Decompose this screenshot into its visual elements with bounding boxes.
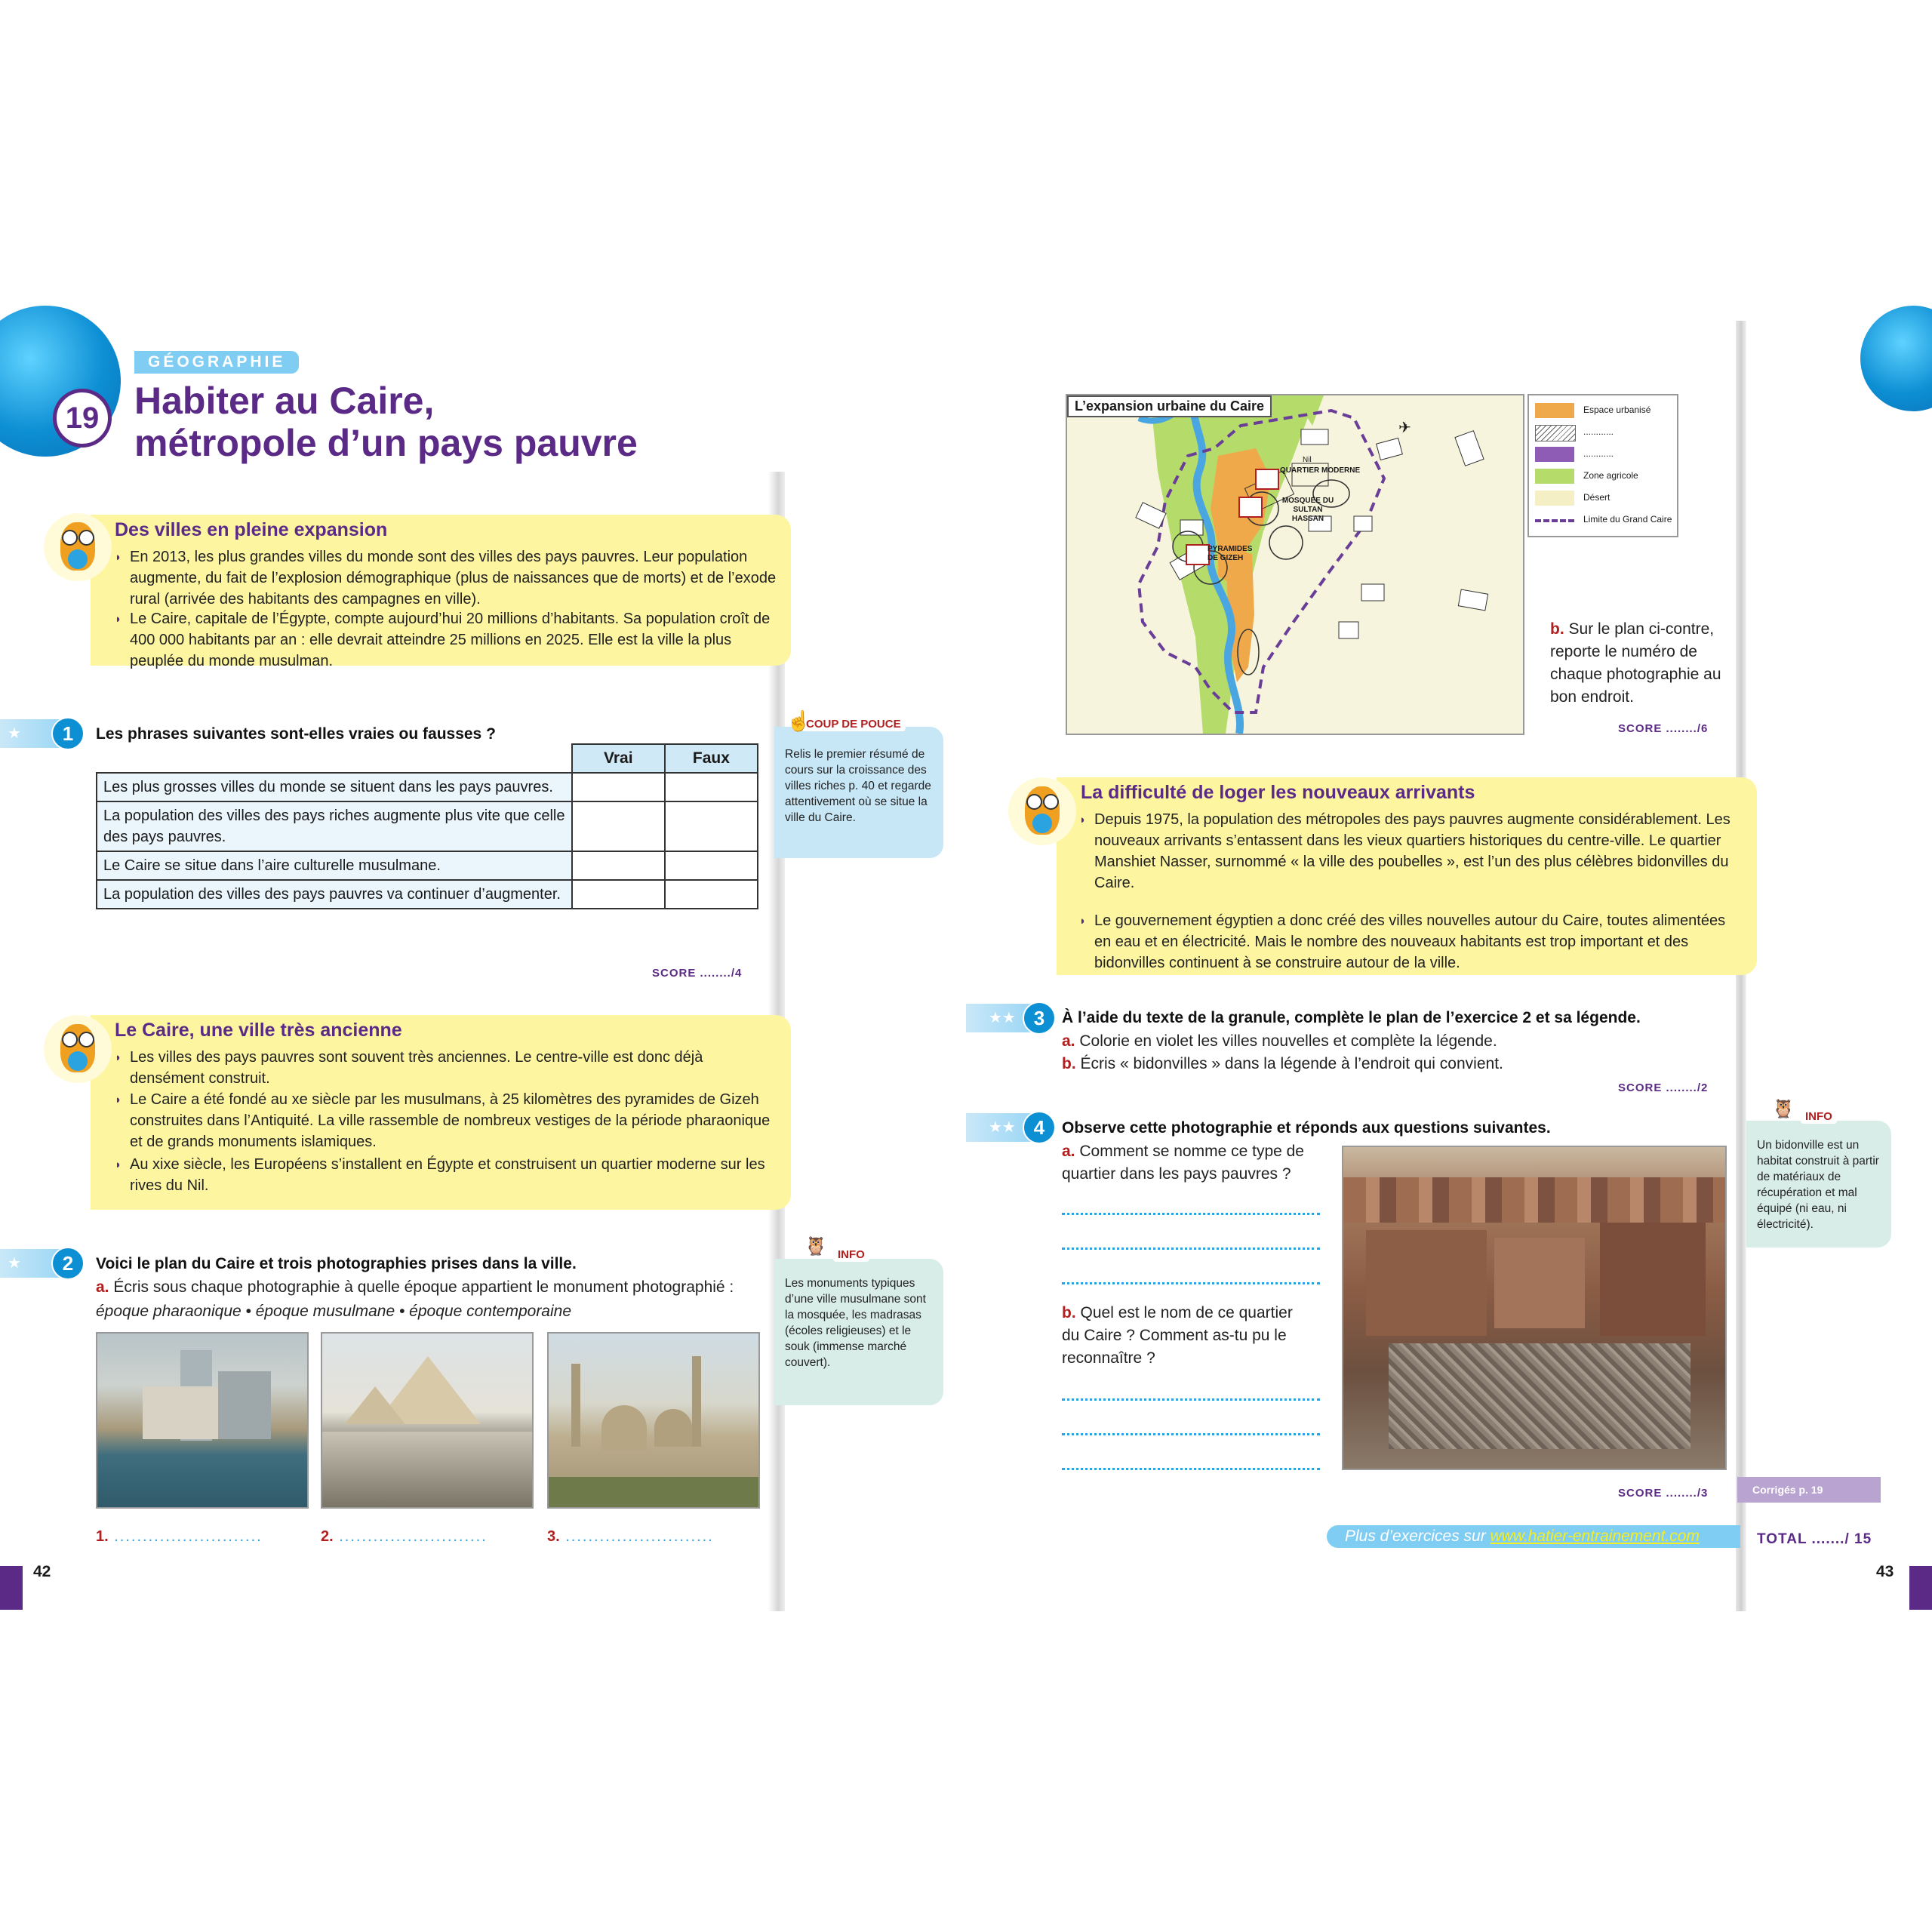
owl-icon: 🦉 xyxy=(804,1236,827,1257)
total-score: TOTAL ......./ 15 xyxy=(1757,1531,1872,1547)
page-tab-left xyxy=(0,1566,23,1610)
photo-answer-3[interactable]: 3. .......................... xyxy=(547,1528,714,1545)
legend-swatch xyxy=(1535,447,1574,462)
answer-line[interactable] xyxy=(1062,1433,1320,1435)
lesson-box-title: Le Caire, une ville très ancienne xyxy=(115,1020,402,1041)
photo-answer-2[interactable]: 2. .......................... xyxy=(321,1528,488,1545)
exercise-instruction: a. Écris sous chaque photographie à quelle époque appartient le monument photographié : xyxy=(96,1278,734,1296)
lesson-box-title: La difficulté de loger les nouveaux arrivants xyxy=(1081,782,1475,803)
lesson-paragraph: ◗ Les villes des pays pauvres sont souvent très anciennes. Le centre-ville est donc déjà densément construit. xyxy=(130,1047,779,1089)
owl-mascot-icon xyxy=(44,1015,112,1083)
lesson-paragraph: ◗ En 2013, les plus grandes villes du monde sont des villes des pays pauvres. Leur population augmente, du fait de l’explosion démographique (plus de naissances que de morts) et de l’exode rural (arrivée des habitants des campagnes en ville). xyxy=(130,546,779,610)
exercise-instruction: b. Quel est le nom de ce quartier du Caire ? Comment as-tu pu le reconnaître ? xyxy=(1062,1304,1293,1367)
corriges-tab[interactable]: Corrigés p. 19 xyxy=(1737,1477,1881,1503)
legend-swatch xyxy=(1535,491,1574,506)
score: SCORE ......../3 xyxy=(1618,1487,1709,1500)
map-legend xyxy=(1527,394,1678,537)
map-label-mosque: MOSQUÉE DU SULTAN HASSAN xyxy=(1281,497,1334,523)
map-label-nile: Nil xyxy=(1303,456,1312,464)
info-tag: INFO xyxy=(1801,1109,1837,1124)
website-link[interactable]: www.hatier-entrainement.com xyxy=(1490,1527,1700,1545)
lesson-paragraph: ◗ Au xixe siècle, les Européens s’installent en Égypte et construisent un quartier moderne sur les rives du Nil. xyxy=(130,1154,779,1196)
lesson-paragraph: ◗ Depuis 1975, la population des métropoles des pays pauvres augmente considérablement. Les nouveaux arrivants s’entassent dans les vieux quartiers historiques du centre-ville. Le quartier Manshiet Nasser, surnommé « la ville des poubelles », est l’un des plus célèbres bidonvilles du Caire. xyxy=(1094,809,1743,894)
statement: Les plus grosses villes du monde se situent dans les pays pauvres. xyxy=(97,773,572,801)
legend-label[interactable]: ............ xyxy=(1583,426,1614,437)
legend-swatch xyxy=(1535,425,1576,441)
legend-swatch xyxy=(1535,469,1574,484)
lesson-paragraph: ◗ Le Caire, capitale de l’Égypte, compte aujourd’hui 20 millions d’habitants. Sa population croît de 400 000 habitants par an : elle devrait atteindre 25 millions en 2025. Elle est la ville la plus peuplée du monde musulman. xyxy=(130,608,779,672)
tip-note xyxy=(774,727,943,858)
lesson-box-title: Des villes en pleine expansion xyxy=(115,519,388,540)
exercise-number: 4 xyxy=(1023,1111,1056,1144)
page-title xyxy=(134,380,638,464)
exercise-instruction: b. Écris « bidonvilles » dans la légende à l’endroit qui convient. xyxy=(1062,1055,1503,1072)
epoch-options: époque pharaonique • époque musulmane • époque contemporaine xyxy=(96,1303,572,1320)
legend-label[interactable]: ............ xyxy=(1583,448,1614,459)
exercise-instruction: a. Colorie en violet les villes nouvelles et complète la légende. xyxy=(1062,1032,1497,1050)
table-row xyxy=(97,801,758,851)
exercise-3-marker xyxy=(966,1004,1053,1032)
answer-cell-true[interactable] xyxy=(572,773,665,801)
answer-line[interactable] xyxy=(1062,1468,1320,1470)
exercise-instruction: a. Comment se nomme ce type de quartier dans les pays pauvres ? xyxy=(1062,1143,1304,1183)
photo-answer-1[interactable]: 1. .......................... xyxy=(96,1528,263,1545)
difficulty-star-icon: ★★ xyxy=(989,1010,1016,1026)
score: SCORE ......../2 xyxy=(1618,1081,1709,1094)
score: SCORE ......../4 xyxy=(652,967,743,980)
exercise-4-marker xyxy=(966,1113,1053,1142)
table-row xyxy=(97,880,758,909)
exercise-number: 2 xyxy=(51,1247,85,1280)
answer-cell-true[interactable] xyxy=(572,851,665,880)
airport-icon: ✈ xyxy=(1398,420,1411,436)
exercise-number: 1 xyxy=(51,717,85,750)
answer-line[interactable] xyxy=(1062,1398,1320,1401)
difficulty-star-icon: ★★ xyxy=(989,1119,1016,1136)
answer-cell-false[interactable] xyxy=(665,880,758,909)
exercise-question: Les phrases suivantes sont-elles vraies ou fausses ? xyxy=(96,725,496,743)
owl-icon: 🦉 xyxy=(1772,1099,1795,1119)
table-row xyxy=(97,851,758,880)
map-label-modern-quarter: QUARTIER MODERNE xyxy=(1280,466,1361,475)
cairo-map xyxy=(1066,394,1524,735)
statement: Le Caire se situe dans l’aire culturelle musulmane. xyxy=(97,851,572,880)
legend-swatch xyxy=(1535,403,1574,418)
owl-mascot-icon xyxy=(1008,777,1076,845)
photo-pyramids xyxy=(321,1332,534,1509)
lesson-paragraph: ◗ Le Caire a été fondé au xe siècle par les musulmans, à 25 kilomètres des pyramides de Gizeh construites dans l’Antiquité. La ville rassemble de nombreux vestiges de la période pharaonique et de grands monuments islamiques. xyxy=(130,1089,779,1152)
photo-slum xyxy=(1342,1146,1727,1470)
answer-cell-true[interactable] xyxy=(572,801,665,851)
book-spread xyxy=(0,321,1932,1611)
answer-line[interactable] xyxy=(1062,1282,1320,1284)
info-note xyxy=(774,1259,943,1405)
exercise-question: Observe cette photographie et réponds aux questions suivantes. xyxy=(1062,1119,1551,1137)
page-number-left: 42 xyxy=(33,1563,51,1580)
lesson-box-2 xyxy=(91,1015,791,1210)
exercise-2-marker xyxy=(0,1249,82,1278)
info-tag: INFO xyxy=(833,1247,869,1262)
answer-cell-false[interactable] xyxy=(665,851,758,880)
photo-mosque xyxy=(547,1332,760,1509)
legend-label: Zone agricole xyxy=(1583,470,1638,481)
answer-line[interactable] xyxy=(1062,1247,1320,1250)
legend-label: Désert xyxy=(1583,492,1611,503)
hand-icon: ☝ xyxy=(786,709,811,732)
statement: La population des villes des pays pauvres va continuer d’augmenter. xyxy=(97,880,572,909)
exercise-question: Voici le plan du Caire et trois photographies prises dans la ville. xyxy=(96,1255,577,1272)
lesson-paragraph: ◗ Le gouvernement égyptien a donc créé des villes nouvelles autour du Caire, toutes alimentées en eau et en électricité. Mais le nombre des nouveaux habitants est trop important et des bidonvilles continuent à se construire autour de la ville. xyxy=(1094,910,1743,974)
exercise-1-marker xyxy=(0,719,82,748)
map-label-pyramids: PYRAMIDES DE GIZEH xyxy=(1208,545,1253,562)
statement: La population des villes des pays riches augmente plus vite que celle des pays pauvres. xyxy=(97,801,572,851)
true-false-table xyxy=(96,743,758,909)
legend-swatch xyxy=(1535,519,1574,522)
exercise-question: À l’aide du texte de la granule, complète le plan de l’exercice 2 et sa légende. xyxy=(1062,1009,1641,1026)
tip-text: Relis le premier résumé de cours sur la croissance des villes riches p. 40 et regarde attentivement où se situe la ville du Caire. xyxy=(785,748,931,824)
column-false: Faux xyxy=(665,744,758,773)
answer-line[interactable] xyxy=(1062,1213,1320,1215)
info-note xyxy=(1746,1121,1891,1247)
answer-cell-false[interactable] xyxy=(665,773,758,801)
difficulty-star-icon: ★ xyxy=(8,725,21,742)
exercise-2b-instruction: b. Sur le plan ci-contre, reporte le numéro de chaque photographie au bon endroit. xyxy=(1550,620,1721,706)
chapter-bubble-right xyxy=(1860,306,1932,411)
lesson-box-3 xyxy=(1057,777,1757,975)
photo-modern-cairo xyxy=(96,1332,309,1509)
chapter-number: 19 xyxy=(53,389,112,448)
answer-cell-true[interactable] xyxy=(572,880,665,909)
info-text: Les monuments typiques d’une ville musulmane sont la mosquée, les madrasas (écoles religieuses) et le souk (immense marché couvert). xyxy=(785,1277,926,1369)
page-tab-right xyxy=(1909,1566,1932,1610)
page-number-right: 43 xyxy=(1876,1563,1894,1580)
title-line-1: Habiter au Caire, xyxy=(134,380,435,422)
legend-label: Limite du Grand Caire xyxy=(1583,514,1672,525)
legend-label: Espace urbanisé xyxy=(1583,405,1651,415)
score: SCORE ......../6 xyxy=(1618,722,1709,735)
tip-tag: COUP DE POUCE xyxy=(801,717,906,731)
answer-cell-false[interactable] xyxy=(665,801,758,851)
table-row xyxy=(97,773,758,801)
lesson-box-1 xyxy=(91,515,791,669)
owl-mascot-icon xyxy=(44,513,112,581)
difficulty-star-icon: ★ xyxy=(8,1255,21,1272)
column-true: Vrai xyxy=(572,744,665,773)
subject-tag: GÉOGRAPHIE xyxy=(134,351,299,374)
exercise-number: 3 xyxy=(1023,1001,1056,1035)
more-exercises-banner: Plus d’exercices sur www.hatier-entrainement.com xyxy=(1327,1525,1740,1548)
map-title: L’expansion urbaine du Caire xyxy=(1067,395,1272,417)
info-text: Un bidonville est un habitat construit à partir de matériaux de récupération et mal équipé (ni eau, ni électricité). xyxy=(1757,1139,1879,1231)
title-line-2: métropole d’un pays pauvre xyxy=(134,422,638,464)
cairo-map-drawing xyxy=(1067,395,1523,734)
